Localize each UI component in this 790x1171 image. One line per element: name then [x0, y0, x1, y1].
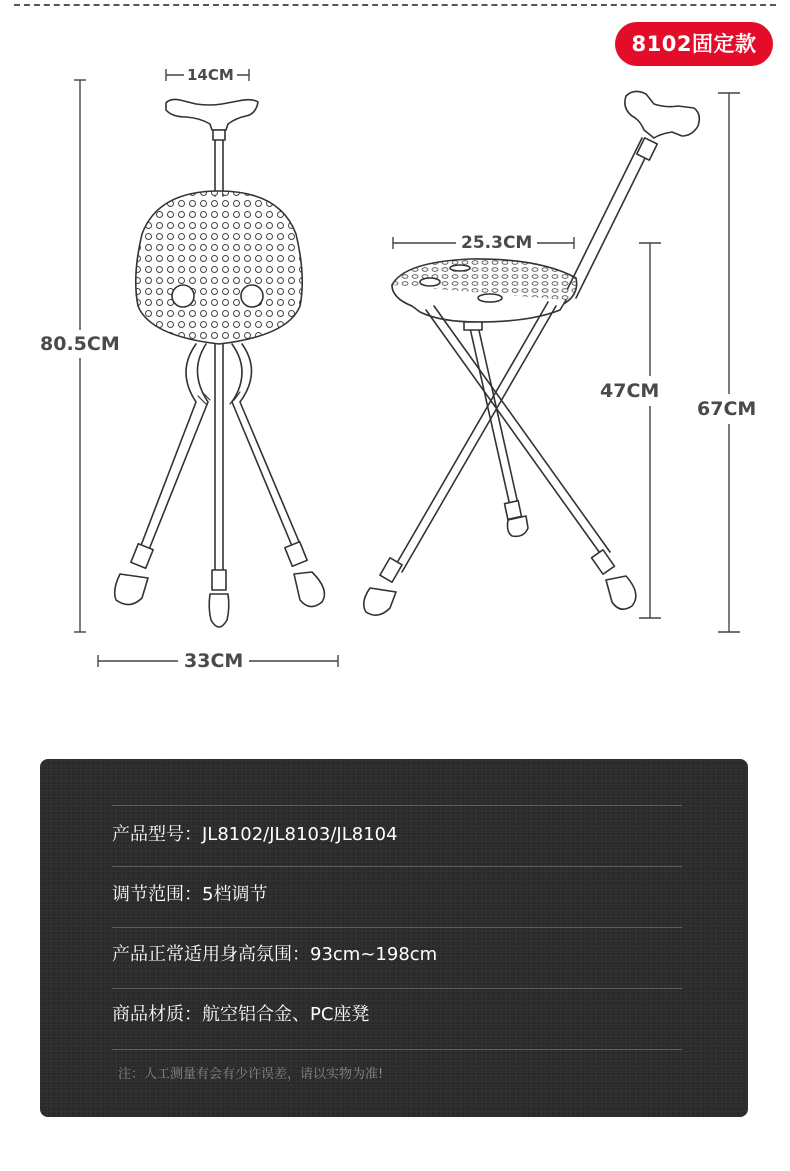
- spec-label: 产品正常适用身高氛围：: [112, 944, 310, 965]
- dimension-lines: [74, 69, 740, 667]
- dim-handle-width: 14CM: [184, 66, 237, 84]
- spec-divider: [112, 866, 682, 867]
- model-badge: 8102固定款: [615, 22, 773, 66]
- spec-row-height-range: [112, 942, 712, 968]
- dim-total-height: 80.5CM: [38, 330, 122, 358]
- spec-row-adjust-range: [112, 882, 712, 908]
- spec-label: 调节范围：: [112, 884, 202, 905]
- dim-folded-height: 67CM: [695, 394, 758, 424]
- front-view-stool: [115, 99, 325, 627]
- spec-row-material: [112, 1002, 712, 1028]
- spec-divider: [112, 805, 682, 806]
- spec-divider: [112, 927, 682, 928]
- spec-value: 航空铝合金、PC座凳: [202, 1004, 370, 1025]
- spec-divider: [112, 988, 682, 989]
- spec-value: 5档调节: [202, 884, 268, 905]
- dim-base-width: 33CM: [178, 649, 249, 673]
- spec-label: 产品型号：: [112, 824, 202, 845]
- spec-label: 商品材质：: [112, 1004, 202, 1025]
- dim-seat-width: 25.3CM: [456, 234, 537, 252]
- measurement-note: 注：人工测量有会有少许误差，请以实物为准!: [118, 1067, 384, 1082]
- dim-seat-height: 47CM: [598, 376, 661, 406]
- spec-divider: [112, 1049, 682, 1050]
- spec-row-model: [112, 822, 712, 848]
- spec-value: 93cm~198cm: [310, 944, 438, 965]
- spec-value: JL8102/JL8103/JL8104: [202, 824, 398, 845]
- spec-panel: [40, 759, 748, 1117]
- side-view-stool: [364, 91, 700, 615]
